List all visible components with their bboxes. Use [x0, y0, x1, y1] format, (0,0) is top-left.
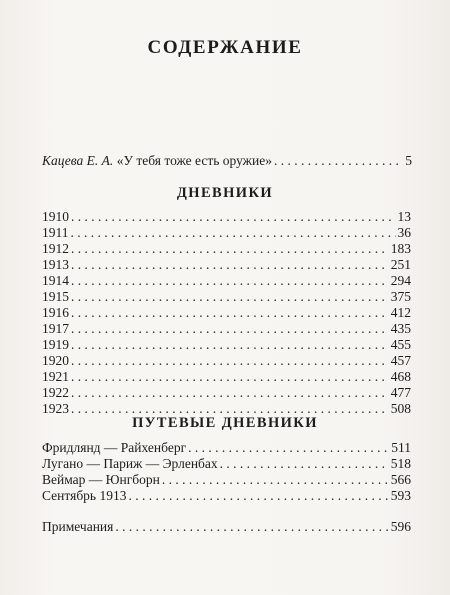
toc-entry-year	[42, 273, 411, 288]
toc-entry-page: 13	[397, 209, 411, 224]
toc-entry-year	[42, 401, 411, 416]
toc-entry-label: 1922	[42, 385, 69, 400]
toc-entry-travel	[42, 472, 411, 487]
dot-leader	[71, 241, 389, 256]
toc-entry-year	[42, 369, 411, 384]
toc-entry-page: 508	[390, 401, 411, 416]
toc-entry-page: 593	[390, 488, 411, 503]
toc-entry-label: 1921	[42, 369, 69, 384]
toc-entry-label: 1923	[42, 401, 69, 416]
toc-entry-travel	[42, 456, 411, 471]
dot-leader	[71, 401, 389, 416]
toc-entry-page: 251	[390, 257, 411, 272]
toc-entry-label: Сентябрь 1913	[42, 488, 127, 503]
page-title: СОДЕРЖАНИЕ	[147, 37, 303, 58]
toc-entry-year	[42, 321, 411, 336]
toc-entry-label: 1916	[42, 305, 69, 320]
intro-author: Кацева Е. А.	[42, 153, 114, 168]
dot-leader	[71, 305, 389, 320]
dot-leader	[71, 321, 389, 336]
dot-leader	[71, 369, 389, 384]
toc-entry-year	[42, 385, 411, 400]
intro-text: «У тебя тоже есть оружие»	[116, 153, 272, 168]
toc-entry-year	[42, 257, 411, 272]
section-heading-diaries: ДНЕВНИКИ	[176, 185, 274, 201]
dot-leader	[220, 456, 389, 471]
toc-entry-label: 1913	[42, 257, 69, 272]
toc-entry-page: 596	[390, 519, 411, 534]
toc-entry-page: 5	[405, 153, 412, 168]
toc-entry-intro-label	[42, 153, 272, 168]
dot-leader	[71, 257, 389, 272]
toc-entry-page: 518	[390, 456, 411, 471]
dot-leader	[162, 472, 389, 487]
toc-entry-label: Лугано — Париж — Эрленбах	[42, 456, 218, 471]
toc-entry-page: 36	[397, 225, 411, 240]
toc-entry-label: 1917	[42, 321, 69, 336]
toc-entry-label: 1919	[42, 337, 69, 352]
dot-leader	[188, 440, 389, 455]
toc-entry-page: 294	[390, 273, 411, 288]
toc-entry-travel	[42, 488, 411, 503]
toc-entry-label: 1912	[42, 241, 69, 256]
toc-entry-label: 1911	[42, 225, 69, 240]
dot-leader	[71, 225, 396, 240]
toc-entry-label: Фридлянд — Райхенберг	[42, 440, 187, 455]
dot-leader	[71, 385, 389, 400]
dot-leader	[71, 337, 389, 352]
toc-entry-page: 566	[390, 472, 411, 487]
toc-entry-year	[42, 209, 411, 224]
toc-entry-year	[42, 337, 411, 352]
dot-leader	[71, 289, 389, 304]
toc-entry-label: 1910	[42, 209, 69, 224]
toc-entry-page: 511	[391, 440, 411, 455]
dot-leader	[71, 353, 389, 368]
toc-entry-page: 412	[390, 305, 411, 320]
toc-entry-page: 455	[390, 337, 411, 352]
toc-entry-page: 435	[390, 321, 411, 336]
toc-entry-year	[42, 241, 411, 256]
toc-entry-notes	[42, 519, 411, 534]
toc-entry-page: 477	[390, 385, 411, 400]
toc-entry-year	[42, 353, 411, 368]
dot-leader	[71, 273, 389, 288]
toc-entry-page: 468	[390, 369, 411, 384]
dot-leader	[71, 209, 396, 224]
toc-entry-year	[42, 225, 411, 240]
toc-entry-label: Примечания	[42, 519, 114, 534]
dot-leader	[128, 488, 388, 503]
dot-leader	[115, 519, 388, 534]
section-heading-travel: ПУТЕВЫЕ ДНЕВНИКИ	[132, 415, 318, 431]
dot-leader	[274, 153, 403, 168]
toc-entry-travel	[42, 440, 411, 455]
toc-entry-label: 1914	[42, 273, 69, 288]
toc-entry-page: 457	[390, 353, 411, 368]
toc-entry-label: 1920	[42, 353, 69, 368]
toc-entry-intro	[42, 153, 412, 168]
toc-entry-page: 183	[390, 241, 411, 256]
toc-entry-label: Веймар — Юнгборн	[42, 472, 160, 487]
toc-entry-year	[42, 289, 411, 304]
toc-entry-page: 375	[390, 289, 411, 304]
toc-entry-year	[42, 305, 411, 320]
toc-entry-label: 1915	[42, 289, 69, 304]
